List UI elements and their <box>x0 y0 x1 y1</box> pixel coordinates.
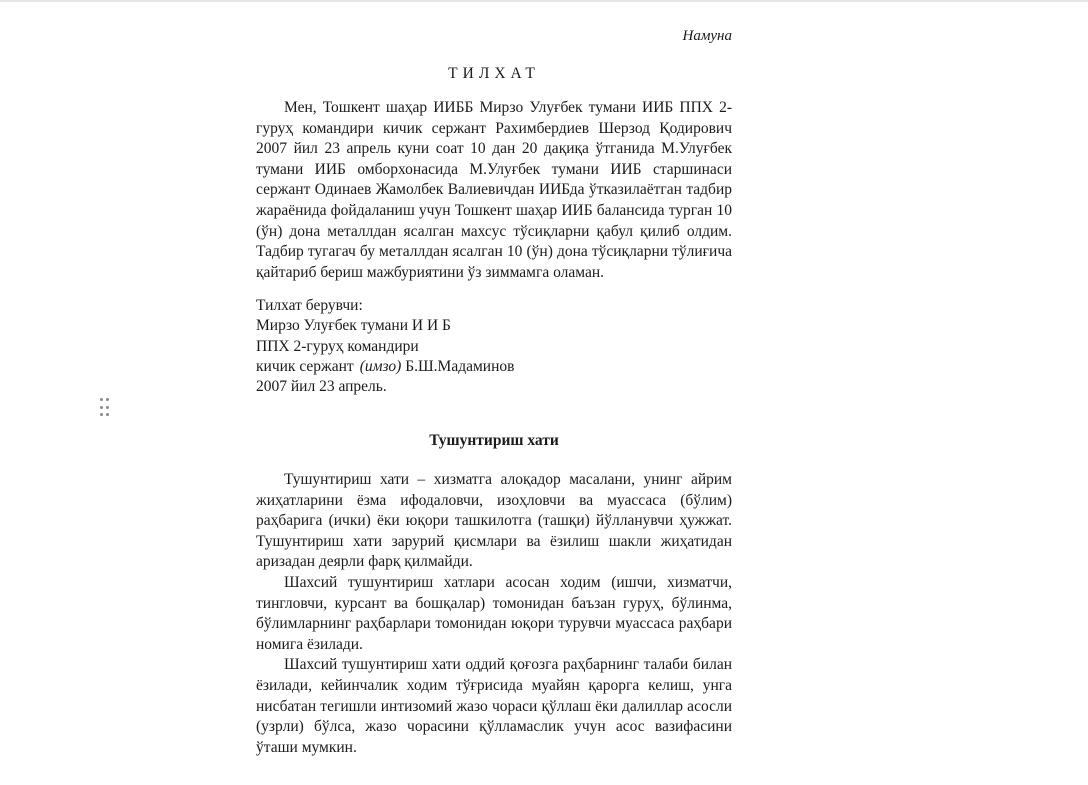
signature-placeholder: (имзо) <box>359 357 402 375</box>
signature-date: 2007 йил 23 апрель. <box>256 378 387 396</box>
paragraph: Тушунтириш хати – хизматга алоқадор масалани, унинг айрим жиҳатларини ёзма ифодаловчи, изоҳловчи ва муассаса (бўлим) раҳбарига (ички) ёки юқори ташкилотга (ташқи) йўлланувчи ҳужжат. Тушунтириш хати зарурий қисмлари ва ёзилиш шакли жиҳатидан аризадан деярли фарқ қилмайди. <box>256 471 732 571</box>
receipt-title: ТИЛХАТ <box>448 65 540 82</box>
signature-block <box>256 296 514 397</box>
drag-handle-icon[interactable] <box>100 398 110 418</box>
signature-line-1: Тилхат берувчи: <box>256 297 363 314</box>
sample-label: Намуна <box>682 28 732 44</box>
paragraph: Шахсий тушунтириш хатлари асосан ходим (ишчи, хизматчи, тингловчи, курсант ва бошқалар) томонидан баъзан гуруҳ, бўлинма, бўлимларнинг раҳбарлари томонидан юқори турувчи муассаса раҳбари номига ёзилади. <box>256 573 732 653</box>
signer-rank: кичик сержант <box>256 357 354 375</box>
top-border <box>0 0 1088 2</box>
receipt-text: Мен, Тошкент шаҳар ИИББ Мирзо Улуғбек тумани ИИБ ППХ 2-гуруҳ командири кичик сержант Рахимбердиев Шерзод Қодирович 2007 йил 23 апрель куни соат 10 дан 20 дақиқа ўтганида М.Улуғбек тумани ИИБ омборхонасида М.Улуғбек тумани ИИБ старшинаси сержант Одинаев Жамолбек Валиевичдан ИИБда ўтказилаётган тадбир жараёнида фойдаланиш учун Тошкент шаҳар ИИБ балансида турган 10 (ўн) дона металлдан ясалган махсус тўсиқларни қабул қилиб олдим. Тадбир тугагач бу металлдан ясалган 10 (ўн) дона тўсиқларни тўлиғича қайтариб бериш мажбуриятини ўз зиммамга оламан. <box>256 99 732 281</box>
signature-line-4 <box>256 357 514 377</box>
signature-line-3: ППХ 2-гуруҳ командири <box>256 337 419 355</box>
signature-line-2: Мирзо Улуғбек тумани И И Б <box>256 317 451 335</box>
signer-name: Б.Ш.Мадаминов <box>405 357 515 375</box>
paragraph: Шахсий тушунтириш хати оддий қоғозга раҳбарнинг талаби билан ёзилади, кейинчалик ходим тўғрисида муайян қарорга келиш, унга нисбатан тегишли интизомий жазо чораси қўллаш ёки далиллар асосли (узрли) бўлса, жазо чорасини қўлламаслик учун асос вазифасини ўташи мумкин. <box>256 656 732 756</box>
explanation-body <box>256 470 732 758</box>
section-title: Тушунтириш хати <box>429 432 559 449</box>
